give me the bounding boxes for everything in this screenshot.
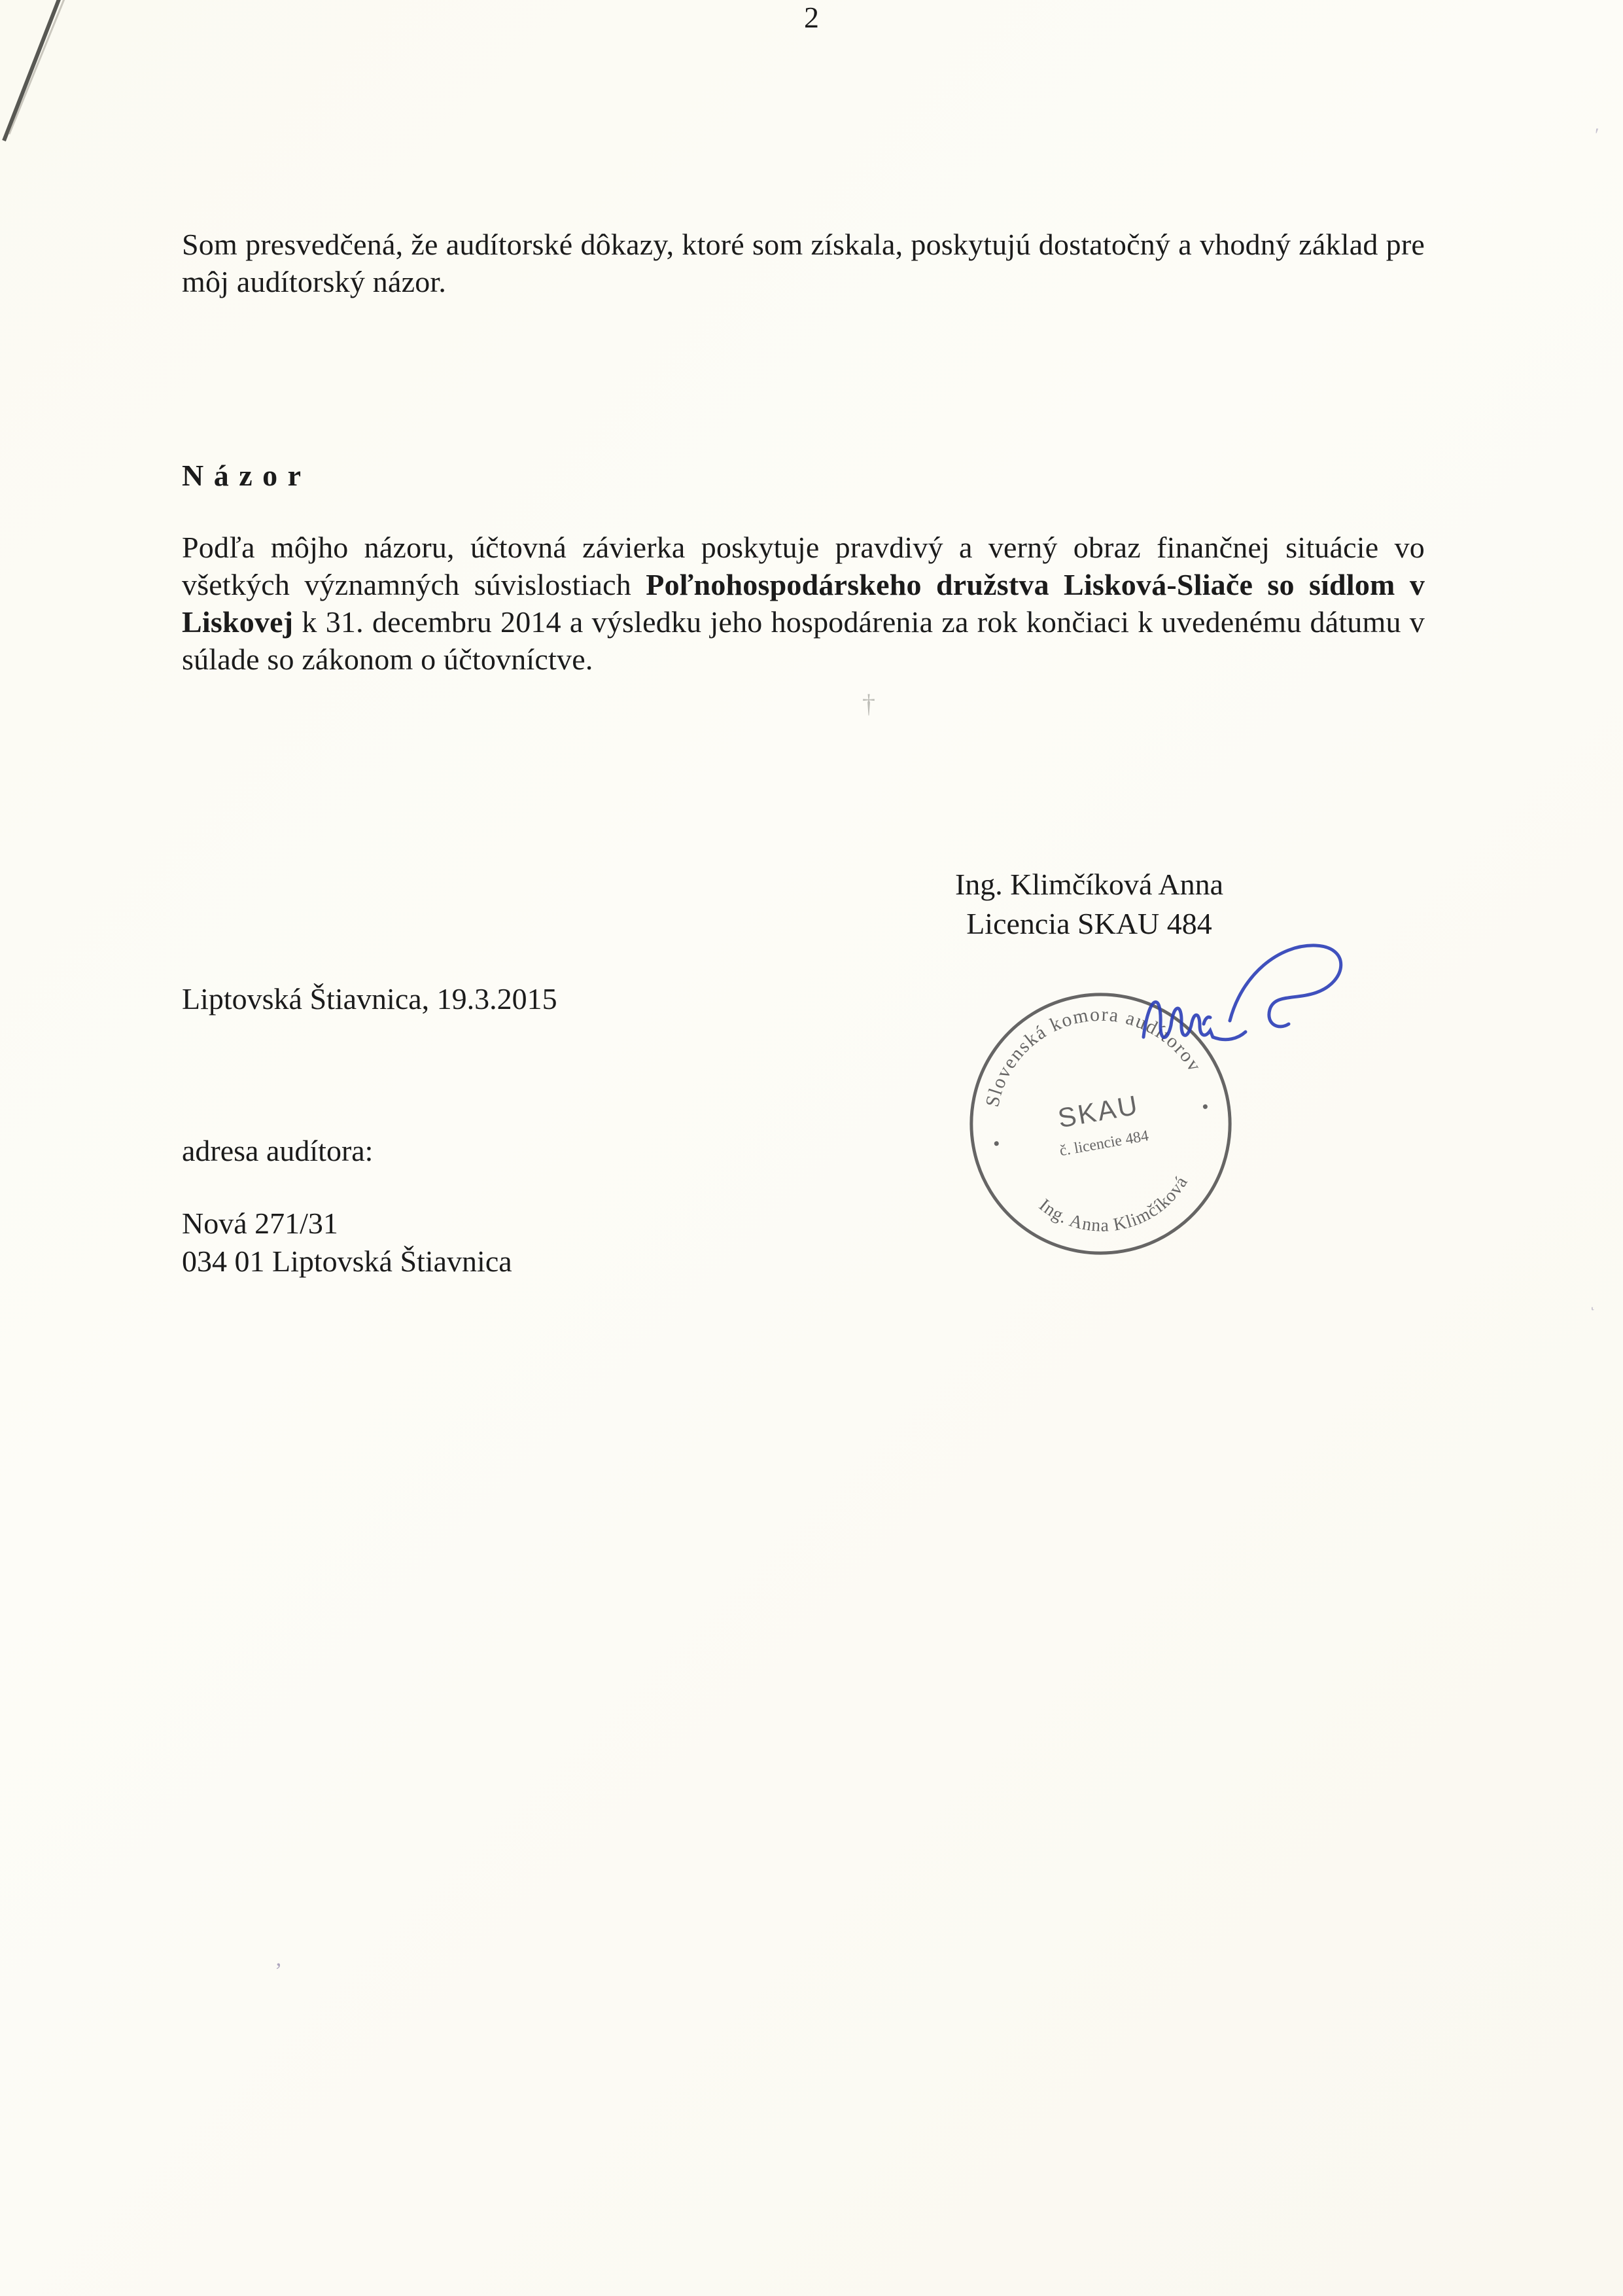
opinion-text-pre: Podľa môjho názoru, účtovná závierka poskytuje pravdivý a verný obraz finančnej situácie vo všetkých významných súvislostiach — [182, 531, 1425, 601]
address-line-1: Nová 271/31 — [182, 1207, 338, 1240]
auditor-name: Ing. Klimčíková Anna — [954, 868, 1224, 901]
scan-artifact-edge-mark-2: ͺ — [1590, 1289, 1596, 1311]
page-number: 2 — [804, 1, 819, 34]
stamp-top-arc-text: Slovenská komora audítorov — [982, 1004, 1206, 1109]
stamp-licence-text: č. licencie 484 — [1058, 1127, 1150, 1160]
stamp-right-dot: • — [1200, 1096, 1211, 1118]
opinion-entity-name: Poľnohospodárskeho družstva Lisková-Sliače so sídlom v Liskovej — [182, 568, 1425, 639]
scan-artifact-speck: ‚ — [275, 1947, 283, 1971]
stamp-left-dot: • — [991, 1133, 1002, 1156]
paragraph-opinion — [182, 529, 1425, 678]
auditor-licence: Licencia SKAU 484 — [966, 907, 1212, 940]
signature-strokes — [1143, 945, 1341, 1040]
scan-artifact-edge-mark: ʹ — [1595, 124, 1599, 146]
paragraph-audit-evidence: Som presvedčená, že audítorské dôkazy, ktoré som získala, poskytujú dostatočný a vhodný základ pre môj audítorský názor. — [182, 228, 1425, 298]
address-line-2: 034 01 Liptovská Štiavnica — [182, 1245, 512, 1278]
scan-artifact-mark: † — [862, 689, 875, 718]
stamp-bottom-arc-text: Ing. Anna Klimčíková — [1035, 1172, 1192, 1235]
opinion-text-post: k 31. decembru 2014 a výsledku jeho hospodárenia za rok končiaci k uvedenému dátumu v súlade so zákonom o účtovníctve. — [182, 605, 1425, 676]
stamp-center-text: SKAU — [1055, 1089, 1142, 1134]
opinion-heading: N á z o r — [182, 459, 303, 492]
handwritten-signature — [1132, 926, 1380, 1089]
address-label: adresa audítora: — [182, 1134, 374, 1167]
place-and-date: Liptovská Štiavnica, 19.3.2015 — [182, 982, 557, 1016]
